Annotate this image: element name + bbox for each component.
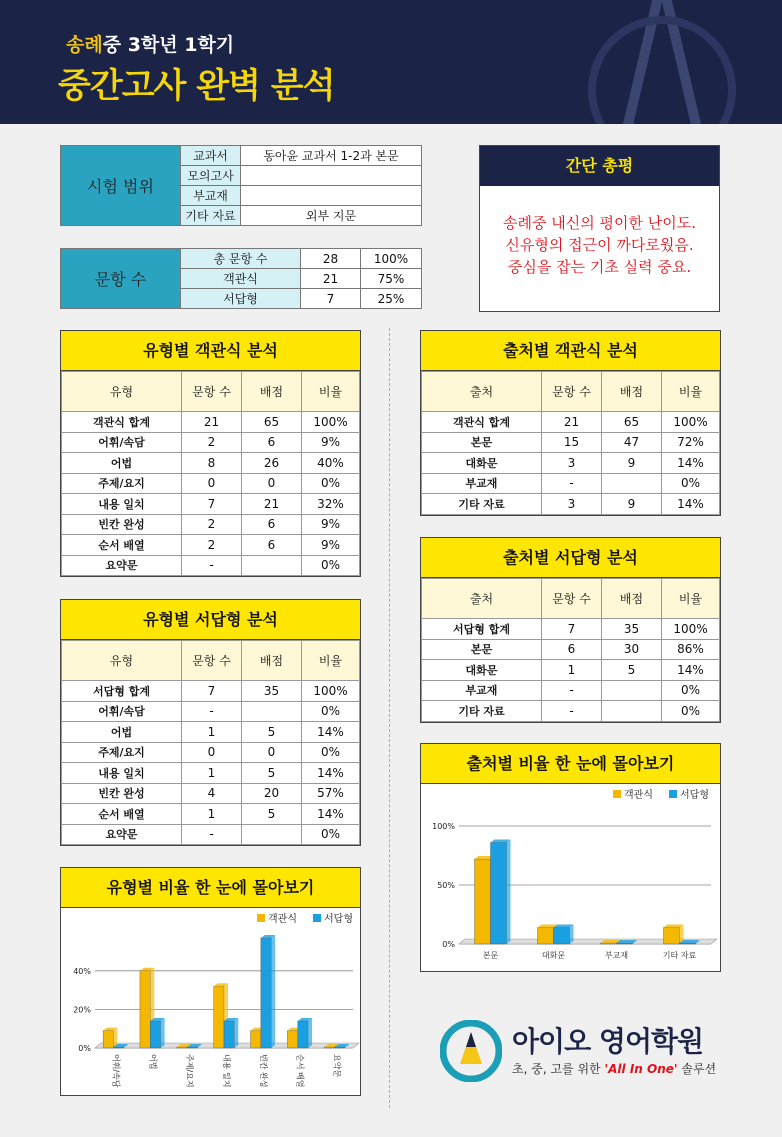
bar-front [103, 1031, 113, 1048]
cell [242, 555, 302, 576]
cell: 6 [242, 432, 302, 453]
cell: 15 [542, 432, 602, 453]
cell: 14% [302, 763, 360, 784]
bar-front [554, 927, 570, 944]
col-header: 문항 수 [542, 579, 602, 619]
cell: 기타 자료 [422, 494, 542, 515]
bar-front [475, 859, 491, 944]
bar-front [150, 1021, 160, 1048]
cell: 어휘/속담 [62, 701, 182, 722]
header-banner [0, 0, 782, 124]
col-header: 배점 [602, 579, 662, 619]
cell: 100% [302, 412, 360, 433]
bar-sa [261, 935, 275, 1048]
bar-sa [298, 1018, 312, 1048]
cell: 내용 일치 [62, 494, 182, 515]
type-ratio-chart [61, 908, 360, 1095]
cell: 1 [182, 763, 242, 784]
x-tick-label: 내용 일치 [222, 1054, 231, 1088]
cell: 1 [182, 722, 242, 743]
bar-sa [554, 924, 574, 944]
cell: - [182, 555, 242, 576]
y-tick-label: 0% [442, 940, 455, 949]
cell: - [542, 473, 602, 494]
table-row [422, 680, 720, 701]
academy-logo [440, 1016, 740, 1086]
cell: 21 [542, 412, 602, 433]
cell: 0 [182, 742, 242, 763]
table-row [62, 824, 360, 845]
summary-body [480, 186, 719, 278]
col-header: 유형 [62, 372, 182, 412]
cell: 0% [662, 473, 720, 494]
cell [242, 824, 302, 845]
cell: 5 [242, 722, 302, 743]
col-header: 출처 [422, 579, 542, 619]
cell: 5 [602, 660, 662, 681]
table-row [62, 722, 360, 743]
cell: 객관식 합계 [62, 412, 182, 433]
summary-line: 신유형의 접근이 까다로웠음. [505, 236, 694, 254]
bar-front [214, 986, 224, 1048]
cell: 100% [302, 681, 360, 702]
cell: - [182, 824, 242, 845]
exam-range-key: 기타 자료 [181, 206, 241, 226]
col-header: 문항 수 [182, 641, 242, 681]
cell: 0 [242, 473, 302, 494]
bar-front [298, 1021, 308, 1048]
col-header: 비율 [302, 372, 360, 412]
cell [602, 701, 662, 722]
y-tick-label: 50% [437, 881, 455, 890]
question-count-table [60, 248, 422, 309]
cell [602, 680, 662, 701]
question-type: 서답형 [181, 289, 301, 309]
bar-side [570, 924, 574, 944]
bar-front [187, 1047, 197, 1048]
type-sa-table [61, 640, 360, 845]
x-tick-label: 빈칸 완성 [258, 1054, 268, 1088]
table-row [422, 660, 720, 681]
table-row [62, 681, 360, 702]
col-header: 비율 [662, 372, 720, 412]
academy-name: 아이오 영어학원 [512, 1025, 704, 1058]
bar-front [251, 1031, 261, 1048]
exam-range-table [60, 145, 422, 226]
cell: 47 [602, 432, 662, 453]
x-tick-label: 기타 자료 [662, 951, 697, 960]
cell: 2 [182, 432, 242, 453]
legend-label: 서답형 [324, 914, 353, 925]
source-ratio-chart [421, 784, 720, 971]
bar-side [507, 840, 511, 944]
exam-range-value [241, 186, 422, 206]
x-tick-label: 요약문 [332, 1054, 342, 1078]
table-row [62, 412, 360, 433]
exam-range-value: 동아윤 교과서 1-2과 본문 [241, 146, 422, 166]
cell: 30 [602, 639, 662, 660]
bar-front [538, 927, 554, 944]
legend-label: 서답형 [680, 790, 709, 801]
table-row [62, 473, 360, 494]
col-header: 배점 [602, 372, 662, 412]
cell: 35 [602, 619, 662, 640]
bar-front [261, 938, 271, 1048]
cell: 5 [242, 804, 302, 825]
bar-front [140, 971, 150, 1048]
source-sa-section [420, 537, 721, 723]
cell: 14% [662, 453, 720, 474]
exam-range-key: 부교재 [181, 186, 241, 206]
y-tick-label: 100% [432, 822, 455, 831]
source-sa-table [421, 578, 720, 722]
col-header: 배점 [242, 372, 302, 412]
question-type: 총 문항 수 [181, 249, 301, 269]
col-header: 배점 [242, 641, 302, 681]
cell: 9% [302, 514, 360, 535]
cell: 26 [242, 453, 302, 474]
type-mc-table [61, 371, 360, 576]
bar-mc [103, 1028, 117, 1048]
table-row [62, 555, 360, 576]
cell: 대화문 [422, 453, 542, 474]
header-title: 중간고사 완벽 분석 [58, 66, 335, 106]
cell: 5 [242, 763, 302, 784]
table-row [422, 473, 720, 494]
summary-line: 송례중 내신의 평이한 난이도. [503, 214, 696, 232]
header-subtitle: 송례중 3학년 1학기 [66, 34, 235, 56]
x-tick-label: 본문 [482, 951, 499, 960]
type-sa-section [60, 599, 361, 846]
col-header: 문항 수 [182, 372, 242, 412]
cell: 7 [182, 681, 242, 702]
bar-side [161, 1018, 165, 1048]
cell: 3 [542, 453, 602, 474]
cell: 본문 [422, 432, 542, 453]
table-row [62, 742, 360, 763]
bar-sa [150, 1018, 164, 1048]
cell: 57% [302, 783, 360, 804]
table-row [62, 763, 360, 784]
table-row [62, 514, 360, 535]
cell: 서답형 합계 [422, 619, 542, 640]
exam-range-key: 모의고사 [181, 166, 241, 186]
table-row [62, 783, 360, 804]
legend-label: 객관식 [624, 790, 653, 801]
cell: 14% [662, 494, 720, 515]
cell: 9 [602, 453, 662, 474]
cell [602, 473, 662, 494]
cell: 21 [242, 494, 302, 515]
table-row [422, 412, 720, 433]
cell: 요약문 [62, 824, 182, 845]
bar-front [491, 843, 507, 944]
cell: 주제/요지 [62, 742, 182, 763]
source-mc-section [420, 330, 721, 516]
pen-nib-decoration-icon [562, 0, 762, 124]
col-header: 비율 [662, 579, 720, 619]
cell: 0% [302, 701, 360, 722]
type-chart-title: 유형별 비율 한 눈에 몰아보기 [61, 868, 360, 908]
cell: 순서 배열 [62, 535, 182, 556]
legend-swatch [313, 914, 321, 922]
table-row [422, 453, 720, 474]
cell: 1 [542, 660, 602, 681]
exam-range-value: 외부 지문 [241, 206, 422, 226]
cell: 부교재 [422, 680, 542, 701]
bar-mc [664, 924, 684, 944]
cell: 65 [602, 412, 662, 433]
cell: 어휘/속담 [62, 432, 182, 453]
cell: 72% [662, 432, 720, 453]
cell: 32% [302, 494, 360, 515]
cell: 6 [242, 535, 302, 556]
y-tick-label: 0% [78, 1044, 91, 1053]
cell: - [182, 701, 242, 722]
cell: 어법 [62, 453, 182, 474]
source-chart-box [420, 743, 721, 972]
bar-side [271, 935, 275, 1048]
summary-title: 간단 총평 [480, 146, 719, 186]
cell: 0% [302, 824, 360, 845]
bar-sa [224, 1018, 238, 1048]
bar-sa [491, 840, 511, 944]
type-mc-section [60, 330, 361, 577]
cell: 9% [302, 535, 360, 556]
cell: 21 [182, 412, 242, 433]
cell: 40% [302, 453, 360, 474]
col-header: 출처 [422, 372, 542, 412]
col-header: 비율 [302, 641, 360, 681]
cell: 35 [242, 681, 302, 702]
bar-front [113, 1047, 123, 1048]
bar-front [601, 943, 617, 944]
cell: - [542, 680, 602, 701]
question-number: 21 [301, 269, 361, 289]
type-sa-title: 유형별 서답형 분석 [61, 600, 360, 640]
bar-front [287, 1031, 297, 1048]
cell: 14% [302, 722, 360, 743]
column-divider [389, 328, 390, 1108]
cell: 부교재 [422, 473, 542, 494]
question-number: 7 [301, 289, 361, 309]
x-tick-label: 어법 [148, 1054, 158, 1070]
cell: 0% [302, 473, 360, 494]
table-row [62, 494, 360, 515]
cell: 2 [182, 514, 242, 535]
cell: 객관식 합계 [422, 412, 542, 433]
cell: 내용 일치 [62, 763, 182, 784]
cell: 6 [242, 514, 302, 535]
question-percent: 100% [361, 249, 422, 269]
legend-swatch [257, 914, 265, 922]
cell: 8 [182, 453, 242, 474]
type-chart-box [60, 867, 361, 1096]
question-percent: 75% [361, 269, 422, 289]
source-mc-title: 출처별 객관식 분석 [421, 331, 720, 371]
question-percent: 25% [361, 289, 422, 309]
bar-front [224, 1021, 234, 1048]
bar-front [680, 943, 696, 944]
cell: 9 [602, 494, 662, 515]
summary-line: 중심을 잡는 기초 실력 중요. [507, 258, 692, 276]
cell: 65 [242, 412, 302, 433]
cell: 0 [182, 473, 242, 494]
question-count-label: 문항 수 [61, 249, 181, 309]
cell: 0% [302, 555, 360, 576]
cell: 주제/요지 [62, 473, 182, 494]
legend-label: 객관식 [268, 914, 297, 925]
cell: 100% [662, 412, 720, 433]
summary-box [479, 145, 720, 312]
bar-side [308, 1018, 312, 1048]
table-row [422, 639, 720, 660]
source-chart-title: 출처별 비율 한 눈에 몰아보기 [421, 744, 720, 784]
cell: 0% [302, 742, 360, 763]
cell [242, 701, 302, 722]
cell: 14% [302, 804, 360, 825]
table-row [422, 432, 720, 453]
academy-tagline: 초, 중, 고를 위한 'All In One' 솔루션 [512, 1062, 717, 1076]
col-header: 문항 수 [542, 372, 602, 412]
cell: 0 [242, 742, 302, 763]
bar-front [324, 1047, 334, 1048]
question-type: 객관식 [181, 269, 301, 289]
cell: 4 [182, 783, 242, 804]
cell: - [542, 701, 602, 722]
cell: 기타 자료 [422, 701, 542, 722]
question-number: 28 [301, 249, 361, 269]
cell: 3 [542, 494, 602, 515]
cell: 7 [542, 619, 602, 640]
bar-front [617, 943, 633, 944]
cell: 86% [662, 639, 720, 660]
source-mc-table [421, 371, 720, 515]
exam-range-key: 교과서 [181, 146, 241, 166]
x-tick-label: 주제/요지 [185, 1054, 195, 1088]
table-row [422, 494, 720, 515]
cell: 6 [542, 639, 602, 660]
cell: 요약문 [62, 555, 182, 576]
y-tick-label: 40% [73, 966, 91, 976]
cell: 0% [662, 701, 720, 722]
cell: 빈칸 완성 [62, 783, 182, 804]
col-header: 유형 [62, 641, 182, 681]
cell: 0% [662, 680, 720, 701]
table-row [62, 453, 360, 474]
source-sa-title: 출처별 서답형 분석 [421, 538, 720, 578]
cell: 대화문 [422, 660, 542, 681]
table-row [62, 535, 360, 556]
x-tick-label: 대화문 [541, 951, 566, 960]
x-tick-label: 순서 배열 [295, 1054, 305, 1088]
table-row [62, 432, 360, 453]
table-row [62, 701, 360, 722]
cell: 14% [662, 660, 720, 681]
table-row [422, 619, 720, 640]
cell: 20 [242, 783, 302, 804]
table-row [62, 804, 360, 825]
legend-swatch [613, 790, 621, 798]
table-row [422, 701, 720, 722]
pencil-logo-icon [440, 1020, 502, 1082]
cell: 빈칸 완성 [62, 514, 182, 535]
cell: 7 [182, 494, 242, 515]
cell: 서답형 합계 [62, 681, 182, 702]
cell: 본문 [422, 639, 542, 660]
legend-swatch [669, 790, 677, 798]
x-tick-label: 어휘/속담 [111, 1054, 121, 1088]
cell: 순서 배열 [62, 804, 182, 825]
type-mc-title: 유형별 객관식 분석 [61, 331, 360, 371]
cell: 어법 [62, 722, 182, 743]
cell: 100% [662, 619, 720, 640]
bar-front [177, 1047, 187, 1048]
bar-front [664, 927, 680, 944]
cell: 2 [182, 535, 242, 556]
exam-range-label: 시험 범위 [61, 146, 181, 226]
cell: 1 [182, 804, 242, 825]
bar-side [234, 1018, 238, 1048]
bar-front [335, 1047, 345, 1048]
exam-range-value [241, 166, 422, 186]
x-tick-label: 부교재 [604, 951, 629, 960]
cell: 9% [302, 432, 360, 453]
y-tick-label: 20% [73, 1005, 91, 1015]
